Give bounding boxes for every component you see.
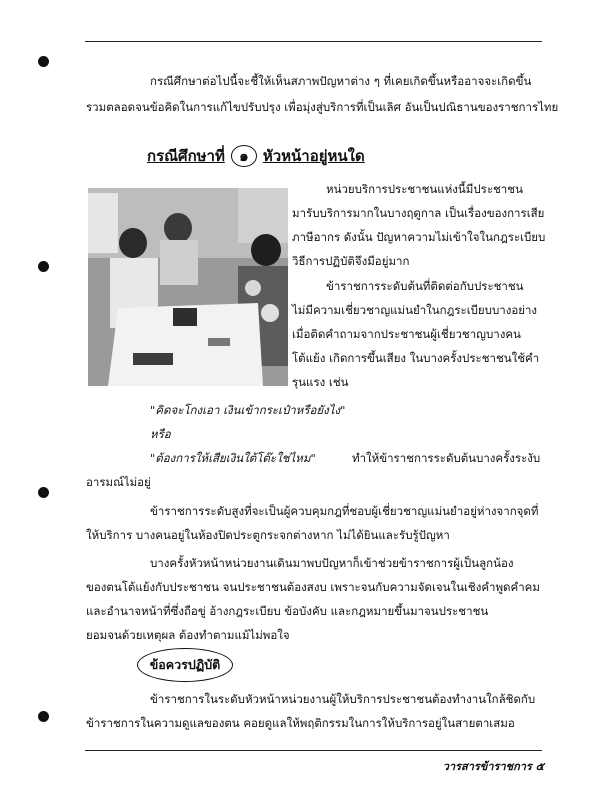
para1-line-3: ภาษีอากร ดังนั้น ปัญหาความไม่เข้าใจในกฎระเบียบ [292,230,546,244]
para4-line-4: ยอมจนด้วยเหตุผล ต้องทำตามแม้ไม่พอใจ [86,628,290,642]
case-number-circle: ๑ [231,145,257,167]
top-rule [85,41,542,42]
para5-line-2: ข้าราชการในความดูแลของตน คอยดูแลให้พฤติกรรมในการให้บริการอยู่ในสายตาเสมอ [86,716,515,730]
para2-line-1: ข้าราชการระดับต้นที่ติดต่อกับประชาชน [326,279,524,293]
para2-line-5: รุนแรง เช่น [292,375,349,389]
or-word: หรือ [150,427,171,441]
binder-hole-2 [38,261,49,272]
bottom-rule [85,750,542,751]
binder-hole-4 [38,711,49,722]
para4-line-3: และอำนาจหน้าที่ซึ่งถือขู่ อ้างกฎระเบียบ ข้อบังคับ และกฎหมายขึ้นมาจนประชาชน [86,604,489,618]
case-heading-title: หัวหน้าอยู่หนใด [262,147,365,165]
photo-illustration [88,188,288,386]
para1-line-2: มารับบริการมากในบางฤดูกาล เป็นเรื่องของการเสีย [292,206,545,220]
quote-2-continuation: อารมณ์ไม่อยู่ [86,475,151,489]
quote-1: "คิดจะโกงเอา เงินเข้ากระเป๋าหรือยังไง" [150,403,346,417]
footer-page-label: วารสารข้าราชการ ๕ [442,760,544,773]
quote-2: "ต้องการให้เสียเงินใต้โต๊ะใช่ไหม" [150,451,316,465]
para3-line-1: ข้าราชการระดับสูงที่จะเป็นผู้ควบคุมกฎที่ชอบผู้เชี่ยวชาญแม่นยำอยู่ห่างจากจุดที่ [150,504,539,518]
para3-line-2: ให้บริการ บางคนอยู่ในห้องปิดประตูกระจกต่างหาก ไม่ได้ยินและรับรู้ปัญหา [86,528,450,542]
para4-line-2: ของตนโต้แย้งกับประชาชน จนประชาชนต้องสงบ เพราะจนกับความจัดเจนในเชิงคำพูดคำคม [86,580,540,594]
para1-line-4: วิธีการปฏิบัติจึงมีอยู่มาก [292,254,410,268]
para2-line-2: ไม่มีความเชี่ยวชาญแม่นยำในกฎระเบียบบางอย่าง [292,303,538,317]
binder-hole-3 [38,487,49,498]
intro-line-1: กรณีศึกษาต่อไปนี้จะชี้ให้เห็นสภาพปัญหาต่าง ๆ ที่เคยเกิดขึ้นหรืออาจจะเกิดขึ้น [150,74,532,88]
para5-line-1: ข้าราชการในระดับหัวหน้าหน่วยงานผู้ให้บริการประชาชนต้องทำงานใกล้ชิดกับ [150,692,536,706]
para4-line-1: บางครั้งหัวหน้าหน่วยงานเดินมาพบปัญหาก็เข้าช่วยข้าราชการผู้เป็นลูกน้อง [150,556,514,570]
para2-line-3: เมื่อติดคำถามจากประชาชนผู้เชี่ยวชาญบางคน [292,327,521,341]
para2-line-4: โต้แย้ง เกิดการขึ้นเสียง ในบางครั้งประชาชนใช้คำ [292,351,540,365]
intro-line-2: รวมตลอดจนข้อคิดในการแก้ไขปรับปรุง เพื่อมุ่งสู่บริการที่เป็นเลิศ อันเป็นปณิธานของราชการไทย [86,100,559,114]
office-service-desk-photo [88,188,288,386]
case-heading-label: กรณีศึกษาที่ [147,147,225,165]
quote-2-tail: ทำให้ข้าราชการระดับต้นบางครั้งระงับ [352,451,541,465]
binder-hole-1 [38,56,49,67]
para1-line-1: หน่วยบริการประชาชนแห่งนี้มีประชาชน [326,182,523,196]
practice-heading-oval: ข้อควรปฏิบัติ [137,648,233,682]
case-heading [147,144,365,168]
